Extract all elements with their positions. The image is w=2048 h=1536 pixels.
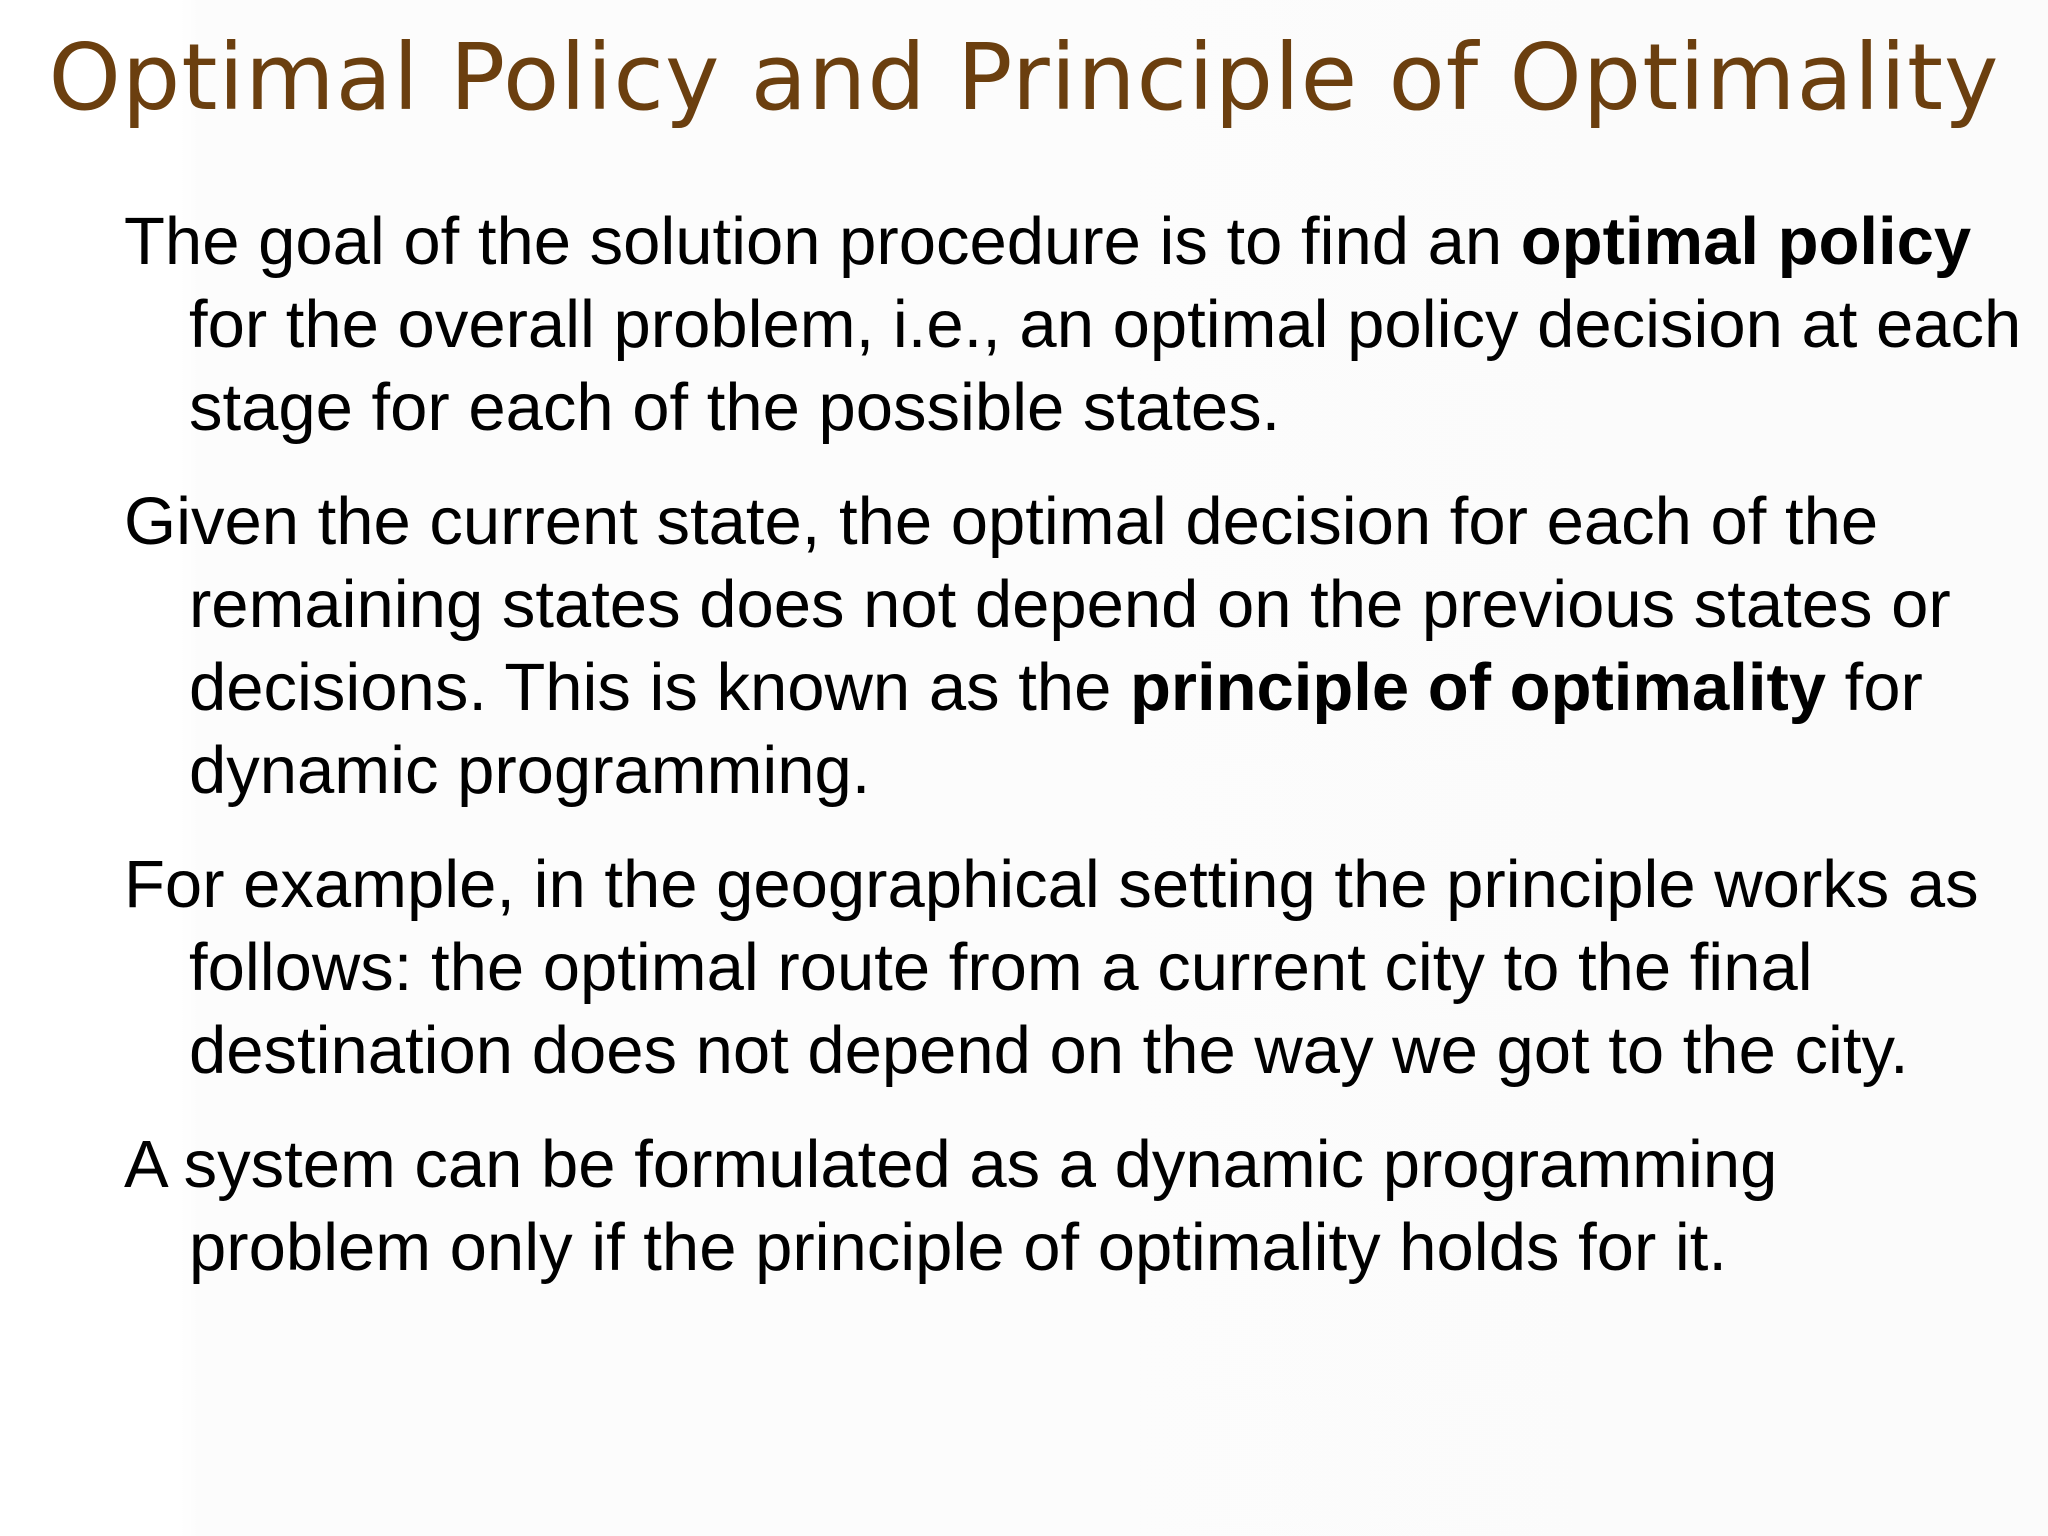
slide-title: Optimal Policy and Principle of Optimality: [48, 24, 2000, 131]
slide-body: [124, 200, 2024, 1320]
paragraph-principle: [124, 480, 2024, 812]
paragraph-text: Given the current state, the optimal decision for each of the remaining states does not depend on the previous states or decisions. This is known as the: [124, 484, 1951, 725]
paragraph-system: A system can be formulated as a dynamic programming problem only if the principle of optimality holds for it.: [124, 1127, 1778, 1285]
paragraph-text: for the overall problem, i.e., an optimal policy decision at each stage for each of the possible states.: [189, 287, 2022, 445]
paragraph-text: The goal of the solution procedure is to find an: [124, 204, 1521, 279]
paragraph-example: For example, in the geographical setting the principle works as follows: the optimal route from a current city to the final destination does not depend on the way we got to the city.: [124, 847, 1979, 1088]
bold-term-principle-of-optimality: principle of optimality: [1129, 650, 1827, 725]
paragraph-text: for dynamic programming.: [189, 650, 1923, 808]
paragraph-optimal-policy: [124, 200, 2024, 449]
bold-term-optimal-policy: optimal policy: [1520, 204, 1972, 279]
